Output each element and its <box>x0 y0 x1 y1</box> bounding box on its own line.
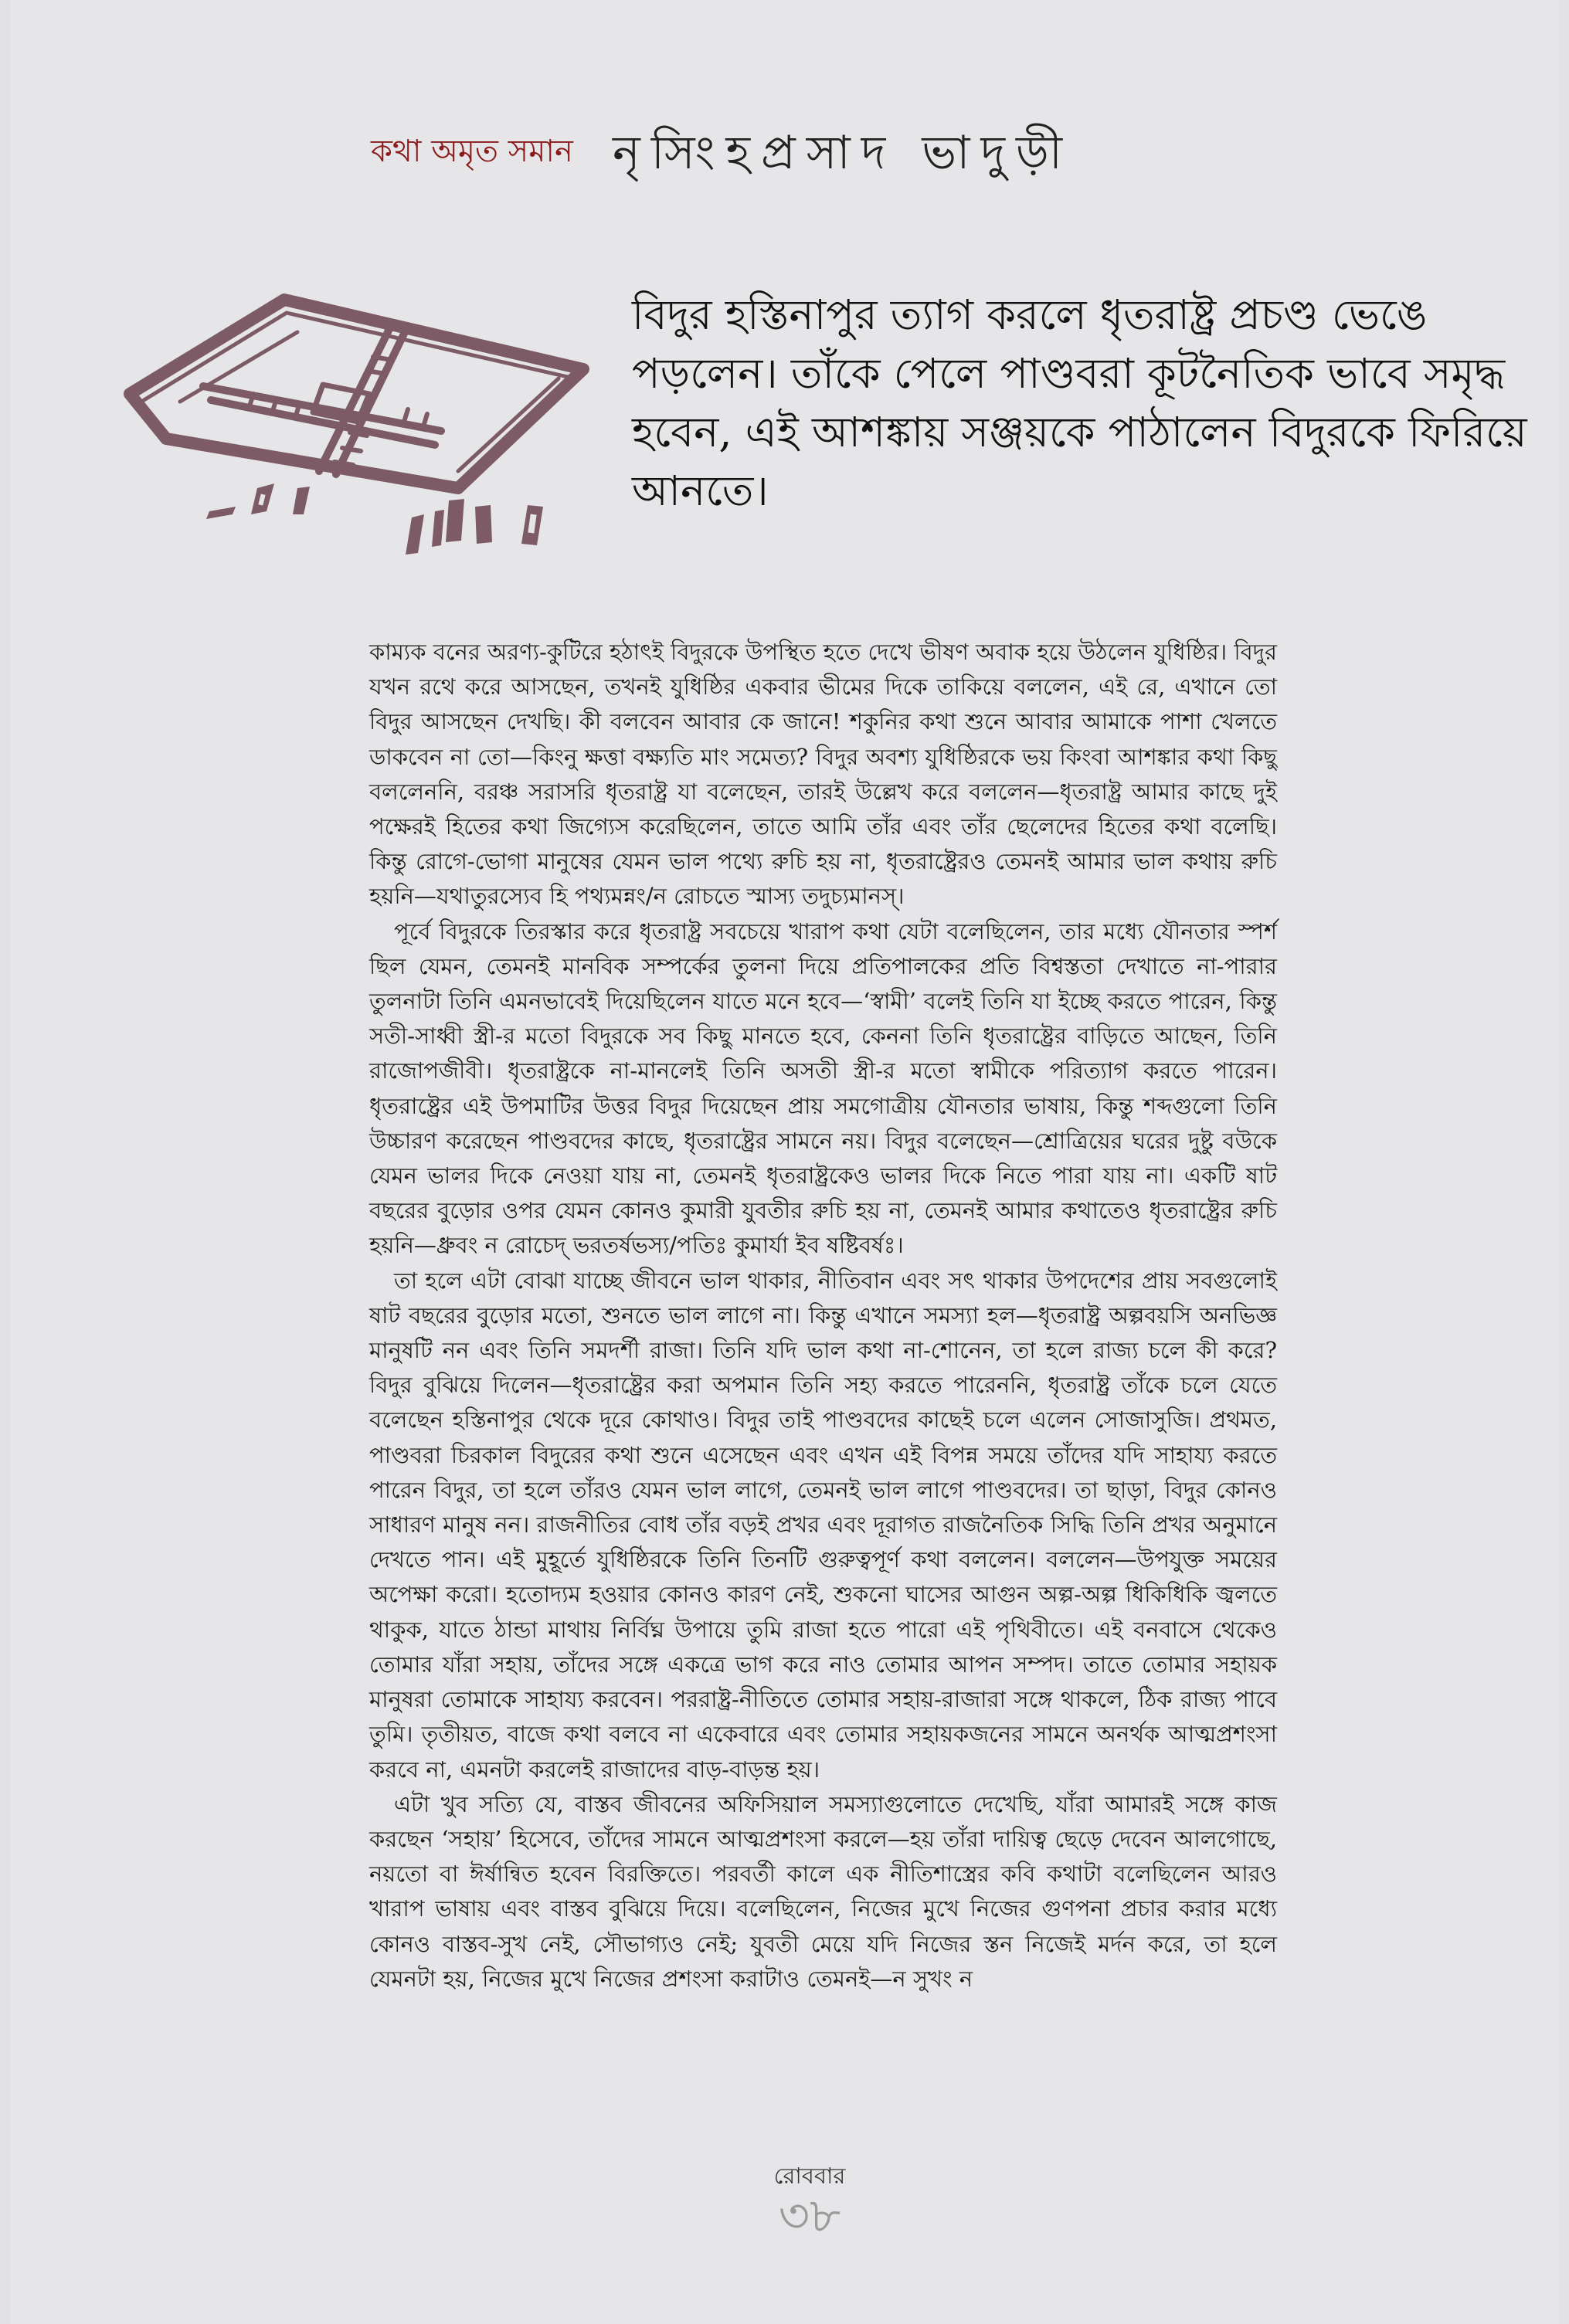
body-paragraph: এটা খুব সত্যি যে, বাস্তব জীবনের অফিসিয়াল সমস্যাগুলোতে দেখেছি, যাঁরা আমারই সঙ্গে কাজ করছেন ‘সহায়’ হিসেবে, তাঁদের সামনে আত্মপ্রশংসা করলে—হয় তাঁরা দায়িত্ব ছেড়ে দেবেন আলগোছে, নয়তো বা ঈর্ষান্বিত হবেন বিরক্তিতে। পরবর্তী কালে এক নীতিশাস্ত্রের কবি কথাটা বলেছিলেন আরও খারাপ ভাষায় এবং বাস্তব বুঝিয়ে দিয়ে। বলেছিলেন, নিজের মুখে নিজের গুণপনা প্রচার করার মধ্যে কোনও বাস্তব-সুখ নেই, সৌভাগ্যও নেই; যুবতী মেয়ে যদি নিজের স্তন নিজেই মর্দন করে, তা হলে যেমনটা হয়, নিজের মুখে নিজের প্রশংসা করাটাও তেমনই—ন সুখং ন <box>369 1790 1277 1992</box>
dice-board-icon <box>95 286 597 564</box>
author-name: নৃসিংহপ্রসাদ ভাদুড়ী <box>613 126 1074 180</box>
magazine-page <box>10 0 1559 2324</box>
body-paragraph: কাম্যক বনের অরণ্য-কুটিরে হঠাৎই বিদুরকে উপস্থিত হতে দেখে ভীষণ অবাক হয়ে উঠলেন যুধিষ্ঠির। বিদুর যখন রথে করে আসছেন, তখনই যুধিষ্ঠির একবার ভীমের দিকে তাকিয়ে বললেন, এই রে, এখানে তো বিদুর আসছেন দেখছি। কী বলবেন আবার কে জানে! শকুনির কথা শুনে আবার আমাকে পাশা খেলতে ডাকবেন না তো—কিংনু ক্ষত্তা বক্ষ্যতি মাং সমেত্য? বিদুর অবশ্য যুধিষ্ঠিরকে ভয় কিংবা আশঙ্কার কথা কিছু বললেননি, বরঞ্চ সরাসরি ধৃতরাষ্ট্র যা বলেছেন, তারই উল্লেখ করে বললেন—ধৃতরাষ্ট্র আমার কাছে দুই পক্ষেরই হিতের কথা জিগ্যেস করেছিলেন, তাতে আমি তাঁর এবং তাঁর ছেলেদের হিতের কথা বলেছি। কিন্তু রোগে-ভোগা মানুষের যেমন ভাল পথ্যে রুচি হয় না, ধৃতরাষ্ট্রেরও তেমনই আমার ভাল কথায় রুচি হয়নি—যথাতুরস্যেব হি পথ্যমন্নং/ন রোচতে স্মাস্য তদুচ্যমানস্। <box>369 639 1277 910</box>
body-paragraph: তা হলে এটা বোঝা যাচ্ছে জীবনে ভাল থাকার, নীতিবান এবং সৎ থাকার উপদেশের প্রায় সবগুলোই ষাট বছরের বুড়োর মতো, শুনতে ভাল লাগে না। কিন্তু এখানে সমস্যা হল—ধৃতরাষ্ট্র অল্পবয়সি অনভিজ্ঞ মানুষটি নন এবং তিনি সমদর্শী রাজা। তিনি যদি ভাল কথা না-শোনেন, তা হলে রাজ্য চলে কী করে? বিদুর বুঝিয়ে দিলেন—ধৃতরাষ্ট্রের করা অপমান তিনি সহ্য করতে পারেননি, ধৃতরাষ্ট্র তাঁকে চলে যেতে বলেছেন হস্তিনাপুর থেকে দূরে কোথাও। বিদুর তাই পাণ্ডবদের কাছেই চলে এলেন সোজাসুজি। প্রথমত, পাণ্ডবরা চিরকাল বিদুরের কথা শুনে এসেছেন এবং এখন এই বিপন্ন সময়ে তাঁদের যদি সাহায্য করতে পারেন বিদুর, তা হলে তাঁরও যেমন ভাল লাগে, তেমনই ভাল লাগে পাণ্ডবদের। তা ছাড়া, বিদুর কোনও সাধারণ মানুষ নন। রাজনীতির বোধ তাঁর বড়ই প্রখর এবং দূরাগত রাজনৈতিক সিদ্ধি তিনি প্রখর অনুমানে দেখতে পান। এই মুহূর্তে যুধিষ্ঠিরকে তিনি তিনটি গুরুত্বপূর্ণ কথা বললেন। বললেন—উপযুক্ত সময়ের অপেক্ষা করো। হতোদ্যম হওয়ার কোনও কারণ নেই, শুকনো ঘাসের আগুন অল্প-অল্প ধিকিধিকি জ্বলতে থাকুক, যাতে ঠান্ডা মাথায় নির্বিঘ্ন উপায়ে তুমি রাজা হতে পারো এই পৃথিবীতে। এই বনবাসে থেকেও তোমার যাঁরা সহায়, তাঁদের সঙ্গে একত্রে ভাগ করে নাও তোমার আপন সম্পদ। তাতে তোমার সহায়ক মানুষরা তোমাকে সাহায্য করবেন। পররাষ্ট্র-নীতিতে তোমার সহায়-রাজারা সঙ্গে থাকলে, ঠিক রাজ্য পাবে তুমি। তৃতীয়ত, বাজে কথা বলবে না একেবারে এবং তোমার সহায়কজনের সামনে অনর্থক আত্মপ্রশংসা করবে না, এমনটা করলেই রাজাদের বাড়-বাড়ন্ত হয়। <box>369 1267 1277 1783</box>
series-title: কথা অমৃত সমান <box>371 134 573 169</box>
article-body <box>369 635 1277 1997</box>
body-paragraph: পূর্বে বিদুরকে তিরস্কার করে ধৃতরাষ্ট্র সবচেয়ে খারাপ কথা যেটা বলেছিলেন, তার মধ্যে যৌনতার স্পর্শ ছিল যেমন, তেমনই মানবিক সম্পর্কের তুলনা দিয়ে প্রতিপালকের প্রতি বিশ্বস্ততা দেখাতে না-পারার তুলনাটা তিনি এমনভাবেই দিয়েছিলেন যাতে মনে হবে—‘স্বামী’ বলেই তিনি যা ইচ্ছে করতে পারেন, কিন্তু সতী-সাধ্বী স্ত্রী-র মতো বিদুরকে সব কিছু মানতে হবে, কেননা তিনি ধৃতরাষ্ট্রের বাড়িতে আছেন, তিনি রাজোপজীবী। ধৃতরাষ্ট্রকে না-মানলেই তিনি অসতী স্ত্রী-র মতো স্বামীকে পরিত্যাগ করতে পারেন। ধৃতরাষ্ট্রের এই উপমাটির উত্তর বিদুর দিয়েছেন প্রায় সমগোত্রীয় যৌনতার ভাষায়, কিন্তু শব্দগুলো তিনি উচ্চারণ করেছেন পাণ্ডবদের কাছে, ধৃতরাষ্ট্রের সামনে নয়। বিদুর বলেছেন—শ্রোত্রিয়ের ঘরের দুষ্টু বউকে যেমন ভালর দিকে নেওয়া যায় না, তেমনই ধৃতরাষ্ট্রকেও ভালর দিকে নিতে পারা যায় না। একটি ষাট বছরের বুড়োর ওপর যেমন কোনও কুমারী যুবতীর রুচি হয় না, তেমনই আমার কথাতেও ধৃতরাষ্ট্রের রুচি হয়নি—ধ্রুবং ন রোচেদ্ ভরতর্ষভস্য/পতিঃ কুমার্যা ইব ষষ্টিবর্ষঃ। <box>369 918 1277 1259</box>
magazine-name: রোববার <box>773 2163 846 2189</box>
article-standfirst: বিদুর হস্তিনাপুর ত্যাগ করলে ধৃতরাষ্ট্র প্রচণ্ড ভেঙে পড়লেন। তাঁকে পেলে পাণ্ডবরা কূটনৈতিক ভাবে সমৃদ্ধ হবেন, এই আশঙ্কায় সঞ্জয়কে পাঠালেন বিদুরকে ফিরিয়ে আনতে। <box>632 290 1527 515</box>
page-number: ৩৮ <box>778 2187 841 2244</box>
